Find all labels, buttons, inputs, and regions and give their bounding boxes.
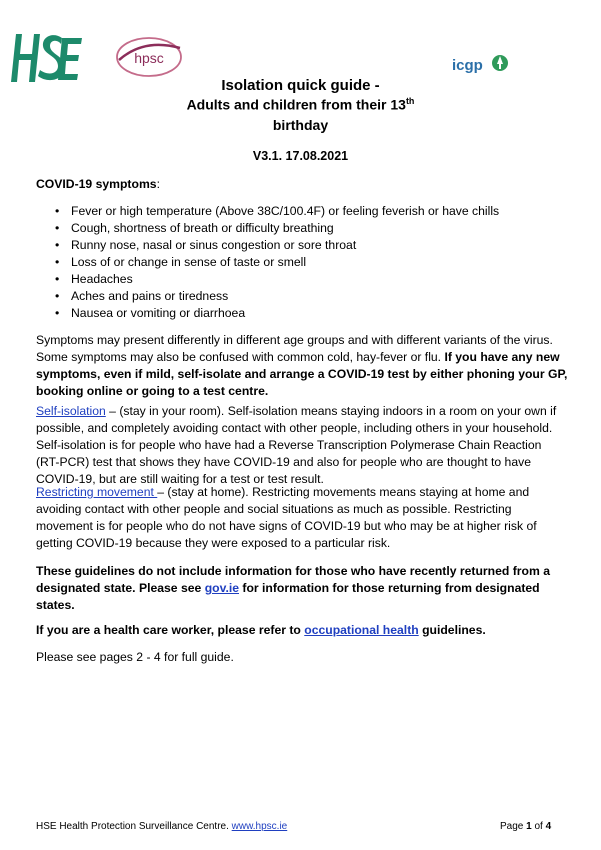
footer-source (36, 821, 287, 832)
symptoms-heading (36, 176, 568, 193)
designated-state-text-1: These guidelines do not include information for those who have recently returned from a designated state. Please see (36, 564, 550, 595)
bullet-icon: • (55, 221, 60, 235)
gov-ie-link[interactable]: gov.ie (204, 581, 239, 595)
symptom-text: Nausea or vomiting or diarrhoea (71, 306, 246, 320)
bullet-icon: • (55, 204, 60, 218)
page-number-prefix: Page (500, 821, 527, 832)
health-care-worker-text-2: guidelines. (418, 623, 486, 637)
symptoms-paragraph-bold: If you have any new symptoms, even if mild, self-isolate and arrange a COVID-19 test by either phoning your GP, booking online or going to a test centre. (36, 350, 568, 398)
symptom-text: Fever or high temperature (Above 38C/100.4F) or feeling feverish or have chills (71, 204, 500, 218)
page-number-current: 1 (526, 821, 532, 832)
symptom-item (36, 271, 568, 288)
version-label: V3.1. 17.08.2021 (252, 149, 349, 163)
full-guide-note: Please see pages 2 - 4 for full guide. (36, 650, 234, 664)
bullet-icon: • (55, 255, 60, 269)
self-isolation-link[interactable]: Self-isolation (36, 404, 106, 418)
hpsc-logo (114, 34, 184, 80)
symptom-text: Aches and pains or tiredness (71, 289, 229, 303)
icgp-logo-text: icgp (452, 57, 483, 74)
hpsc-website-link[interactable]: www.hpsc.ie (231, 821, 288, 832)
title-line-2-text: Adults and children from their 13 (186, 96, 406, 113)
restricting-movement-text: – (stay at home). Restricting movements means staying at home and avoiding contact with other people and social situations as much as possible. Restricting movement is for people who do not have signs of COVID-19 but who may be at higher risk of getting COVID-19 because they were exposed to a particular risk. (36, 485, 537, 550)
symptom-text: Loss of or change in sense of taste or smell (71, 255, 307, 269)
designated-state-paragraph (36, 563, 568, 614)
self-isolation-paragraph (36, 403, 568, 488)
symptom-item (36, 203, 568, 220)
symptom-item (36, 220, 568, 237)
symptom-item (36, 237, 568, 254)
bullet-icon: • (55, 306, 60, 320)
hpsc-logo-text: hpsc (134, 50, 164, 66)
title-superscript: th (405, 96, 415, 106)
symptoms-heading-text: COVID-19 symptoms (36, 177, 157, 191)
symptom-item (36, 254, 568, 271)
symptoms-paragraph-text: Symptoms may present differently in different age groups and with different variants of the virus. Some symptoms may also be confused with common cold, hay-fever or flu. (36, 333, 553, 364)
symptom-list (36, 203, 568, 322)
symptoms-paragraph (36, 332, 568, 400)
designated-state-text-2: for information for those returning from designated states. (36, 581, 540, 612)
symptom-item (36, 288, 568, 305)
restricting-movement-link[interactable]: Restricting movement (36, 485, 158, 499)
symptom-text: Cough, shortness of breath or difficulty breathing (71, 221, 334, 235)
title-line-3: birthday (272, 117, 329, 133)
health-care-worker-text-1: If you are a health care worker, please refer to (36, 623, 305, 637)
bullet-icon: • (55, 289, 60, 303)
occupational-health-link[interactable]: occupational health (304, 623, 419, 637)
title-line-1: Isolation quick guide - (221, 77, 380, 94)
symptom-text: Headaches (71, 272, 133, 286)
self-isolation-text: – (stay in your room). Self-isolation means staying indoors in a room on your own if possible, and completely avoiding contact with other people, including others in your household. Self-isolation is for people who have had a Reverse Transcription Polymerase Chain Reaction (RT-PCR) test that shows they have COVID-19 and also for people who are thought to have COVID-19, but are still waiting for a test or test result. (36, 404, 557, 486)
symptoms-heading-colon: : (156, 177, 160, 191)
page-number-total: 4 (545, 821, 552, 832)
bullet-icon: • (55, 238, 60, 252)
page-number-of: of (531, 821, 546, 832)
title-line-2 (0, 96, 601, 113)
footer-source-text: HSE Health Protection Surveillance Centre. (36, 821, 232, 832)
symptom-item (36, 305, 568, 322)
symptom-text: Runny nose, nasal or sinus congestion or sore throat (71, 238, 357, 252)
health-care-worker-paragraph (36, 622, 568, 639)
page-number (500, 821, 551, 832)
restricting-movement-paragraph (36, 484, 568, 552)
bullet-icon: • (55, 272, 60, 286)
